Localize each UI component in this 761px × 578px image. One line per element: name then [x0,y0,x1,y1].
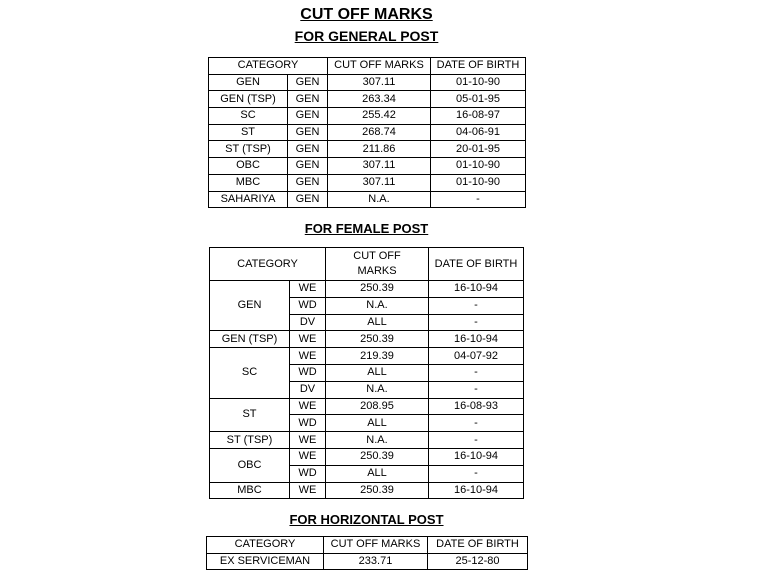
category-cell: ST [209,124,288,141]
page-title: CUT OFF MARKS [300,6,433,23]
subcategory-cell: GEN [288,174,328,191]
subcategory-cell: WE [290,348,326,365]
header-date-of-birth: DATE OF BIRTH [428,537,528,554]
date-of-birth-cell: - [429,381,524,398]
table-row [209,141,526,158]
table-header-row [209,58,526,75]
cut-off-marks-cell: 255.42 [328,108,431,125]
subcategory-cell: GEN [288,158,328,175]
horizontal-post-heading: FOR HORIZONTAL POST [289,512,444,527]
header-cut-off-marks [326,248,429,281]
subcategory-cell: GEN [288,91,328,108]
category-cell: OBC [210,448,290,482]
subcategory-cell: WE [290,482,326,499]
header-cut-off-marks-label: CUT OFF MARKS [353,250,401,277]
category-cell: SC [210,348,290,398]
subcategory-cell: WD [290,465,326,482]
cut-off-marks-cell: 208.95 [326,398,429,415]
cut-off-marks-cell: 250.39 [326,331,429,348]
table-row [210,331,524,348]
date-of-birth-cell: 01-10-90 [431,158,526,175]
subcategory-cell: WE [290,398,326,415]
subcategory-cell: GEN [288,108,328,125]
cut-off-marks-cell: 250.39 [326,448,429,465]
table-row [210,432,524,449]
table-row [210,348,524,365]
table-row [209,174,526,191]
subcategory-cell: WD [290,364,326,381]
cut-off-marks-cell: 307.11 [328,158,431,175]
cut-off-marks-cell: 219.39 [326,348,429,365]
date-of-birth-cell: 16-08-93 [429,398,524,415]
table-row [209,158,526,175]
category-cell: ST (TSP) [209,141,288,158]
table-row [209,74,526,91]
category-cell: GEN (TSP) [209,91,288,108]
cut-off-marks-cell: 307.11 [328,174,431,191]
date-of-birth-cell: 16-08-97 [431,108,526,125]
date-of-birth-cell: 05-01-95 [431,91,526,108]
cut-off-marks-cell: N.A. [328,191,431,208]
date-of-birth-cell: - [429,465,524,482]
table-header-row [207,537,528,554]
cut-off-marks-cell: ALL [326,364,429,381]
date-of-birth-cell: - [429,432,524,449]
cut-off-marks-cell: ALL [326,465,429,482]
category-cell: SAHARIYA [209,191,288,208]
cut-off-marks-cell: 211.86 [328,141,431,158]
header-date-of-birth: DATE OF BIRTH [431,58,526,75]
date-of-birth-cell: - [431,191,526,208]
category-cell: MBC [209,174,288,191]
category-cell: ST [210,398,290,432]
category-cell: OBC [209,158,288,175]
subcategory-cell: WE [290,281,326,298]
header-cut-off-marks: CUT OFF MARKS [324,537,428,554]
table-row [209,124,526,141]
female-post-table [209,247,524,499]
subcategory-cell: DV [290,314,326,331]
date-of-birth-cell: - [429,297,524,314]
cut-off-marks-cell: 250.39 [326,281,429,298]
date-of-birth-cell: 25-12-80 [428,553,528,570]
category-cell: GEN (TSP) [210,331,290,348]
table-row [210,448,524,465]
date-of-birth-cell: 16-10-94 [429,448,524,465]
cut-off-marks-cell: 307.11 [328,74,431,91]
category-cell: GEN [210,281,290,331]
cut-off-marks-cell: ALL [326,314,429,331]
cut-off-marks-cell: 250.39 [326,482,429,499]
table-header-row [210,248,524,281]
category-cell: MBC [210,482,290,499]
header-date-of-birth: DATE OF BIRTH [429,248,524,281]
cut-off-marks-cell: N.A. [326,432,429,449]
general-post-heading: FOR GENERAL POST [294,28,439,44]
subcategory-cell: WE [290,432,326,449]
cut-off-marks-cell: N.A. [326,381,429,398]
date-of-birth-cell: - [429,415,524,432]
table-row [209,91,526,108]
cut-off-marks-cell: ALL [326,415,429,432]
table-row [209,108,526,125]
general-post-table [208,57,526,208]
female-post-heading: FOR FEMALE POST [304,221,429,236]
cut-off-marks-cell: 268.74 [328,124,431,141]
table-row [210,281,524,298]
header-category: CATEGORY [207,537,324,554]
table-row [210,482,524,499]
subcategory-cell: WD [290,297,326,314]
date-of-birth-cell: 20-01-95 [431,141,526,158]
date-of-birth-cell: 16-10-94 [429,482,524,499]
category-cell: GEN [209,74,288,91]
cut-off-marks-cell: N.A. [326,297,429,314]
subcategory-cell: GEN [288,141,328,158]
table-row [207,553,528,570]
subcategory-cell: WD [290,415,326,432]
header-cut-off-marks: CUT OFF MARKS [328,58,431,75]
cut-off-marks-cell: 233.71 [324,553,428,570]
date-of-birth-cell: 04-07-92 [429,348,524,365]
subcategory-cell: GEN [288,124,328,141]
subcategory-cell: GEN [288,74,328,91]
cut-off-marks-cell: 263.34 [328,91,431,108]
date-of-birth-cell: - [429,364,524,381]
header-category: CATEGORY [209,58,328,75]
horizontal-post-table [206,536,528,570]
subcategory-cell: DV [290,381,326,398]
date-of-birth-cell: 01-10-90 [431,174,526,191]
subcategory-cell: WE [290,331,326,348]
date-of-birth-cell: 04-06-91 [431,124,526,141]
header-category: CATEGORY [210,248,326,281]
date-of-birth-cell: 16-10-94 [429,281,524,298]
category-cell: SC [209,108,288,125]
category-cell: EX SERVICEMAN [207,553,324,570]
date-of-birth-cell: 16-10-94 [429,331,524,348]
table-row [209,191,526,208]
date-of-birth-cell: 01-10-90 [431,74,526,91]
table-row [210,398,524,415]
subcategory-cell: GEN [288,191,328,208]
subcategory-cell: WE [290,448,326,465]
category-cell: ST (TSP) [210,432,290,449]
date-of-birth-cell: - [429,314,524,331]
